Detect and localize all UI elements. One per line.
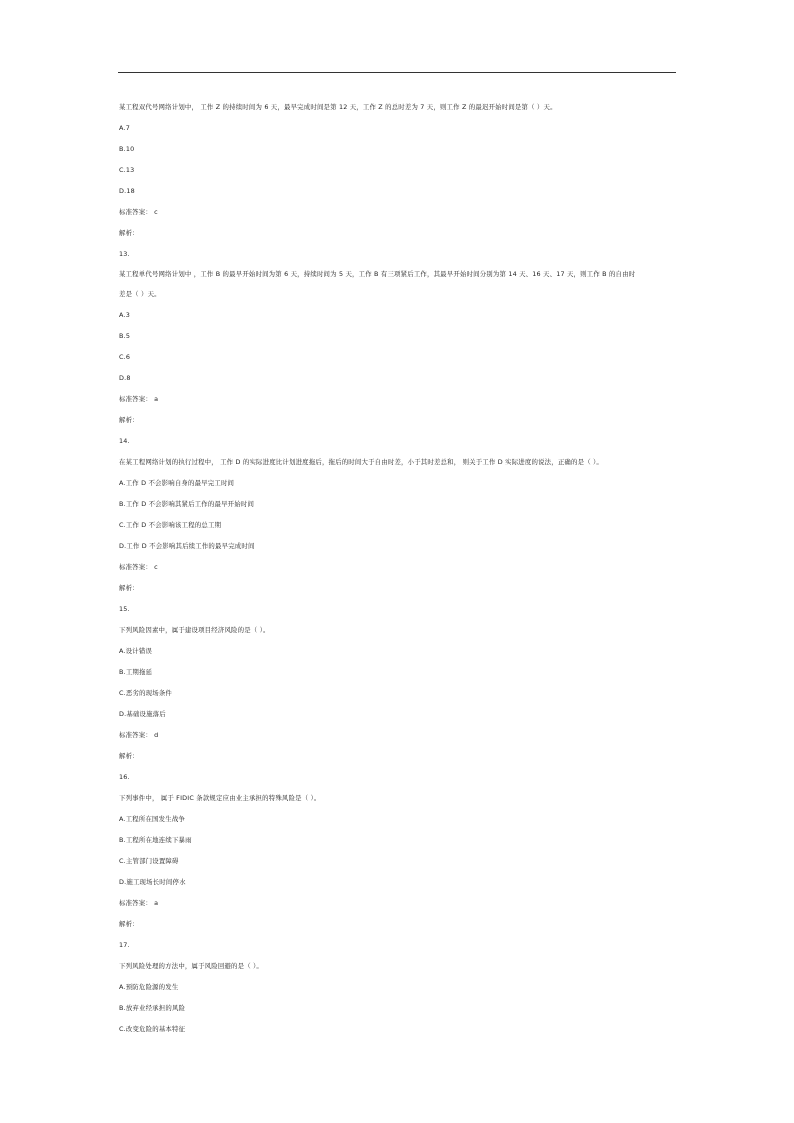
option-d: D.工作 D 不会影响其后续工作的最早完成时间 xyxy=(119,542,255,550)
question-stem: 在某工程网络计划的执行过程中， 工作 D 的实际进度比计划进度拖后，拖后的时间大于自由时差，小于其时差总和， 则关于工作 D 实际进度的说法，正确的是（ ）。 xyxy=(119,458,604,466)
option-a: A.工程所在国发生战争 xyxy=(119,815,186,823)
option-c: C.工作 D 不会影响该工程的总工期 xyxy=(119,521,222,529)
option-a: A.7 xyxy=(119,124,130,132)
option-d: D.施工现场长时间停水 xyxy=(119,878,186,886)
option-d: D.基础设施落后 xyxy=(119,710,166,718)
option-b: B.工程所在地连续下暴雨 xyxy=(119,836,192,844)
option-b: B.工期拖延 xyxy=(119,668,153,676)
analysis-line: 解析： xyxy=(119,584,139,592)
option-b: B.10 xyxy=(119,145,135,153)
answer-line: 标准答案： c xyxy=(119,563,158,571)
option-c: C.改变危险的基本特征 xyxy=(119,1025,186,1033)
answer-line: 标准答案： a xyxy=(119,899,159,907)
analysis-line: 解析： xyxy=(119,229,139,237)
question-number: 13. xyxy=(119,250,130,258)
question-number: 14. xyxy=(119,437,130,445)
analysis-line: 解析： xyxy=(119,920,139,928)
header-rule xyxy=(118,72,676,73)
option-c: C.主管部门设置障碍 xyxy=(119,857,179,865)
question-stem: 某工程单代号网络计划中 ，工作 B 的最早开始时间为第 6 天，持续时间为 5 天，工作 B 有三项紧后工作，其最早开始时间分别为第 14 天、16 天、17 天，则工作 B 的自由时 xyxy=(119,270,636,278)
question-stem: 下列风险因素中，属于建设项目经济风险的是（ ）。 xyxy=(119,626,270,634)
option-c: C.恶劣的现场条件 xyxy=(119,689,173,697)
answer-line: 标准答案： d xyxy=(119,731,159,739)
option-a: A.工作 D 不会影响自身的最早完工时间 xyxy=(119,479,235,487)
option-c: C.6 xyxy=(119,353,131,361)
option-a: A.3 xyxy=(119,311,130,319)
option-b: B.放弃业经承担的风险 xyxy=(119,1004,186,1012)
option-d: D.18 xyxy=(119,187,135,195)
question-stem-continued: 差是（ ）天。 xyxy=(119,290,161,298)
question-number: 15. xyxy=(119,605,130,613)
question-number: 16. xyxy=(119,773,130,781)
answer-line: 标准答案： a xyxy=(119,395,159,403)
option-a: A.设计错误 xyxy=(119,647,153,655)
question-stem: 下列风险处理的方法中，属于风险回避的是（ ）。 xyxy=(119,962,264,970)
answer-line: 标准答案： c xyxy=(119,208,158,216)
analysis-line: 解析： xyxy=(119,752,139,760)
option-c: C.13 xyxy=(119,166,135,174)
analysis-line: 解析： xyxy=(119,416,139,424)
document-body xyxy=(119,97,679,1040)
option-b: B.工作 D 不会影响其紧后工作的最早开始时间 xyxy=(119,500,255,508)
question-stem: 下列事件中， 属于 FIDIC 条款规定应由业主承担的特殊风险是（ ）。 xyxy=(119,794,321,802)
question-number: 17. xyxy=(119,941,130,949)
option-b: B.5 xyxy=(119,332,131,340)
option-a: A.预防危险源的发生 xyxy=(119,983,179,991)
question-stem: 某工程双代号网络计划中， 工作 Z 的持续时间为 6 天，最早完成时间是第 12 天，工作 Z 的总时差为 7 天，则工作 Z 的最迟开始时间是第（ ）天。 xyxy=(119,103,557,111)
option-d: D.8 xyxy=(119,374,131,382)
